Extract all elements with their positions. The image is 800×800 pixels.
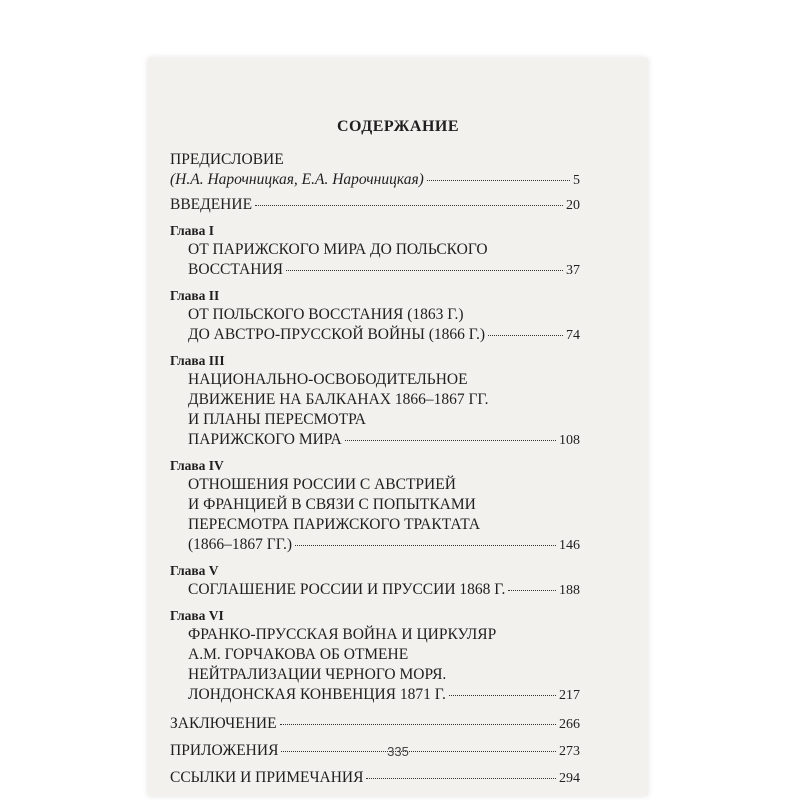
leader-dots <box>280 724 556 725</box>
leader-dots <box>286 270 563 271</box>
page-number: 335 <box>387 744 409 759</box>
page-ref: 37 <box>566 263 580 278</box>
toc-entry-chapter-1[interactable] <box>170 222 580 281</box>
toc-entry-chapter-2[interactable] <box>170 287 580 346</box>
entry-title: ССЫЛКИ И ПРИМЕЧАНИЯ <box>170 769 364 786</box>
preface-title: ПРЕДИСЛОВИЕ <box>170 151 284 168</box>
chapter-title-line: ОТ ПАРИЖСКОГО МИРА ДО ПОЛЬСКОГО <box>188 241 488 258</box>
chapter-title-line: ОТНОШЕНИЯ РОССИИ С АВСТРИЕЙ <box>188 476 456 493</box>
entry-title: ЗАКЛЮЧЕНИЕ <box>170 715 277 732</box>
toc-entry-intro[interactable] <box>170 195 580 216</box>
chapter-title-line: ЛОНДОНСКАЯ КОНВЕНЦИЯ 1871 Г. <box>188 686 446 703</box>
chapter-label: Глава II <box>170 288 220 303</box>
page-ref: 273 <box>559 744 580 759</box>
entry-title: ВВЕДЕНИЕ <box>170 196 253 213</box>
chapter-title-line: (1866–1867 ГГ.) <box>188 536 292 553</box>
table-of-contents <box>170 150 580 789</box>
chapter-label: Глава III <box>170 353 225 368</box>
toc-entry-notes[interactable] <box>170 768 580 789</box>
page-ref: 294 <box>559 771 580 786</box>
chapter-title-line: СОГЛАШЕНИЕ РОССИИ И ПРУССИИ 1868 Г. <box>188 581 506 598</box>
toc-entry-conclusion[interactable] <box>170 714 580 735</box>
leader-dots <box>449 695 556 696</box>
toc-entry-chapter-4[interactable] <box>170 457 580 556</box>
chapter-title-line: ОТ ПОЛЬСКОГО ВОССТАНИЯ (1863 Г.) <box>188 306 464 323</box>
toc-entry-chapter-3[interactable] <box>170 352 580 451</box>
page-ref: 74 <box>566 328 580 343</box>
page-ref: 108 <box>559 433 580 448</box>
chapter-title-line: ПЕРЕСМОТРА ПАРИЖСКОГО ТРАКТАТА <box>188 516 481 533</box>
toc-entry-chapter-6[interactable] <box>170 607 580 706</box>
leader-dots <box>366 778 556 779</box>
preface-authors: (Н.А. Нарочницкая, Е.А. Нарочницкая) <box>170 171 424 188</box>
chapter-title-line: НЕЙТРАЛИЗАЦИИ ЧЕРНОГО МОРЯ. <box>188 666 447 683</box>
chapter-title-line: И ФРАНЦИЕЙ В СВЯЗИ С ПОПЫТКАМИ <box>188 496 476 513</box>
leader-dots <box>345 440 556 441</box>
chapter-title-line: А.М. ГОРЧАКОВА ОБ ОТМЕНЕ <box>188 646 409 663</box>
leader-dots <box>508 590 556 591</box>
chapter-title-line: ДО АВСТРО-ПРУССКОЙ ВОЙНЫ (1866 Г.) <box>188 326 486 343</box>
leader-dots <box>295 545 556 546</box>
page-ref: 266 <box>559 717 580 732</box>
entry-title: ПРИЛОЖЕНИЯ <box>170 742 279 759</box>
leader-dots <box>488 335 563 336</box>
page-ref: 5 <box>573 173 580 188</box>
page-ref: 217 <box>559 688 580 703</box>
chapter-title-line: ДВИЖЕНИЕ НА БАЛКАНАХ 1866–1867 ГГ. <box>188 391 489 408</box>
chapter-label: Глава I <box>170 223 215 238</box>
chapter-title-line: НАЦИОНАЛЬНО-ОСВОБОДИТЕЛЬНОЕ <box>188 371 468 388</box>
page-title: СОДЕРЖАНИЕ <box>336 118 460 135</box>
page-ref: 188 <box>559 583 580 598</box>
chapter-title-line: ВОССТАНИЯ <box>188 261 284 278</box>
page-ref: 20 <box>566 198 580 213</box>
chapter-label: Глава V <box>170 563 219 578</box>
chapter-label: Глава VI <box>170 608 224 623</box>
page-ref: 146 <box>559 538 580 553</box>
book-page <box>148 58 648 796</box>
chapter-label: Глава IV <box>170 458 224 473</box>
leader-dots <box>255 205 563 206</box>
chapter-title-line: ПАРИЖСКОГО МИРА <box>188 431 342 448</box>
chapter-title-line: ФРАНКО-ПРУССКАЯ ВОЙНА И ЦИРКУЛЯР <box>188 626 497 643</box>
toc-entry-preface[interactable] <box>170 150 580 191</box>
chapter-title-line: И ПЛАНЫ ПЕРЕСМОТРА <box>188 411 366 428</box>
leader-dots <box>427 180 570 181</box>
toc-entry-chapter-5[interactable] <box>170 562 580 601</box>
